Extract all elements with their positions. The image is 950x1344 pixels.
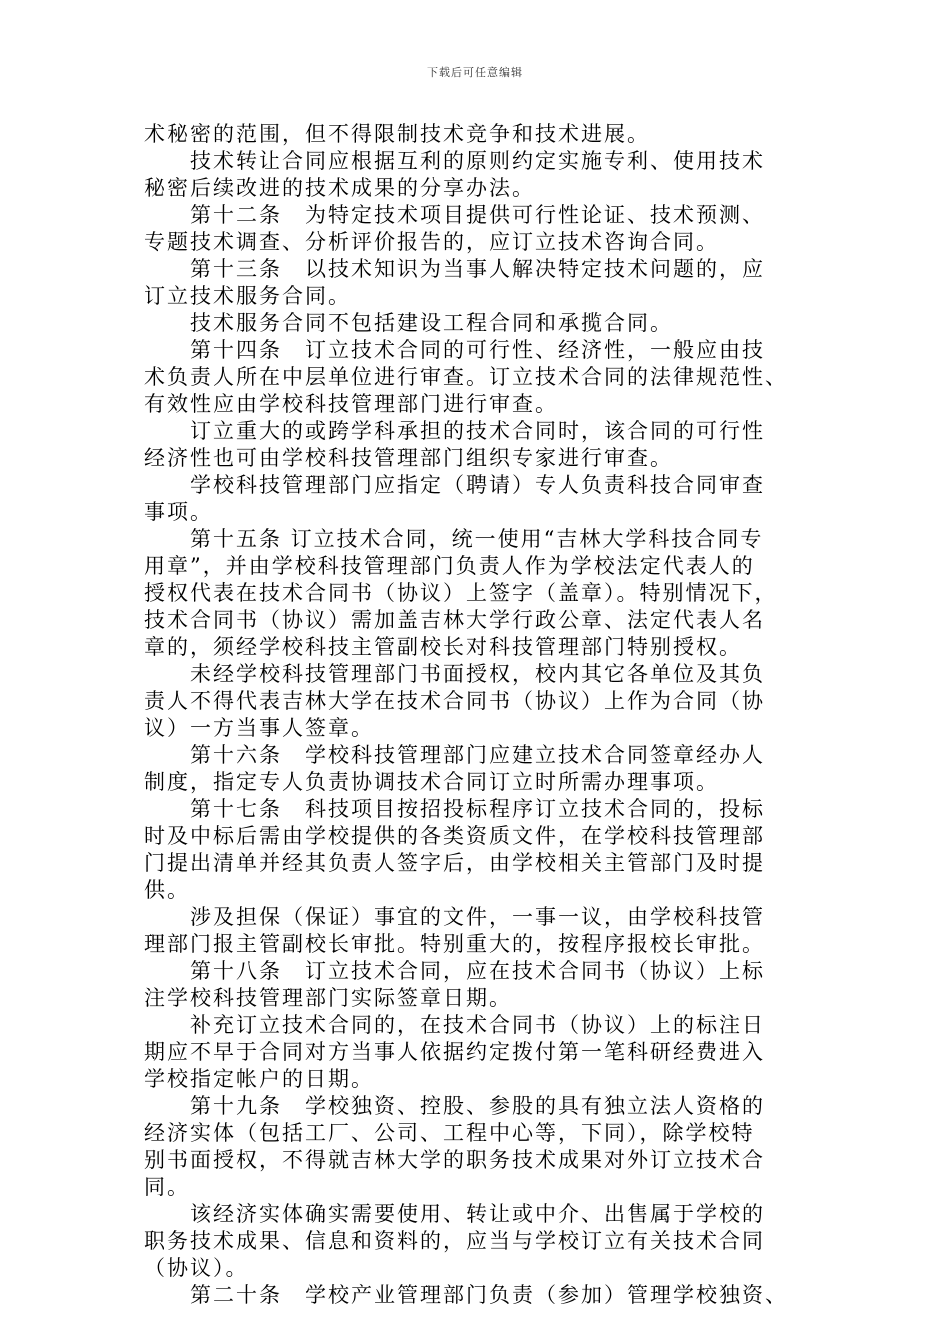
- text-line: 第十二条 为特定技术项目提供可行性论证、技术预测、: [190, 203, 765, 227]
- text-line: 第二十条 学校产业管理部门负责（参加）管理学校独资、: [190, 1283, 788, 1307]
- text-line: 第十四条 订立技术合同的可行性、经济性，一般应由技: [190, 338, 765, 362]
- page-header: 下载后可任意编辑: [427, 66, 523, 79]
- text-line: 章的，须经学校科技主管副校长对科技管理部门特别授权。: [144, 635, 742, 659]
- text-line: 专题技术调查、分析评价报告的，应订立技术咨询合同。: [144, 230, 719, 254]
- text-line: （协议）。: [144, 1256, 249, 1280]
- text-line: 注学校科技管理部门实际签章日期。: [144, 986, 512, 1010]
- text-line: 第十七条 科技项目按招投标程序订立技术合同的，投标: [190, 797, 765, 821]
- text-line: 理部门报主管副校长审批。特别重大的，按程序报校长审批。: [144, 932, 765, 956]
- text-line: 供。: [144, 878, 190, 902]
- text-line: 术秘密的范围，但不得限制技术竞争和技术进展。: [144, 122, 650, 146]
- text-line: 时及中标后需由学校提供的各类资质文件，在学校科技管理部: [144, 824, 765, 848]
- text-line: 职务技术成果、信息和资料的，应当与学校订立有关技术合同: [144, 1229, 765, 1253]
- text-line: 议）一方当事人签章。: [144, 716, 374, 740]
- text-line: 用章”，并由学校科技管理部门负责人作为学校法定代表人的: [144, 554, 755, 578]
- text-line: 第十九条 学校独资、控股、参股的具有独立法人资格的: [190, 1094, 765, 1118]
- text-line: 秘密后续改进的技术成果的分享办法。: [144, 176, 535, 200]
- text-line: 术负责人所在中层单位进行审查。订立技术合同的法律规范性、: [144, 365, 788, 389]
- text-line: 同。: [144, 1175, 190, 1199]
- text-line: 制度，指定专人负责协调技术合同订立时所需办理事项。: [144, 770, 719, 794]
- text-line: 责人不得代表吉林大学在技术合同书（协议）上作为合同（协: [144, 689, 765, 713]
- text-line: 第十八条 订立技术合同，应在技术合同书（协议）上标: [190, 959, 765, 983]
- text-line: 第十六条 学校科技管理部门应建立技术合同签章经办人: [190, 743, 765, 767]
- text-line: 门提出清单并经其负责人签字后，由学校相关主管部门及时提: [144, 851, 765, 875]
- document-body: [0, 121, 950, 1344]
- text-line: 技术合同书（协议）需加盖吉林大学行政公章、法定代表人名: [144, 608, 765, 632]
- text-line: 经济实体（包括工厂、公司、工程中心等，下同），除学校特: [144, 1121, 755, 1145]
- text-line: 授权代表在技术合同书（协议）上签字（盖章）。特别情况下，: [144, 581, 778, 605]
- text-line: 事项。: [144, 500, 213, 524]
- text-line: 有效性应由学校科技管理部门进行审查。: [144, 392, 558, 416]
- text-line: 别书面授权，不得就吉林大学的职务技术成果对外订立技术合: [144, 1148, 765, 1172]
- text-line: 订立技术服务合同。: [144, 284, 351, 308]
- text-line: 技术服务合同不包括建设工程合同和承揽合同。: [190, 311, 673, 335]
- text-line: 学校指定帐户的日期。: [144, 1067, 374, 1091]
- text-line: 期应不早于合同对方当事人依据约定拨付第一笔科研经费进入: [144, 1040, 765, 1064]
- text-line: 第十三条 以技术知识为当事人解决特定技术问题的，应: [190, 257, 765, 281]
- text-line: 未经学校科技管理部门书面授权，校内其它各单位及其负: [190, 662, 765, 686]
- text-line: 学校科技管理部门应指定（聘请）专人负责科技合同审查: [190, 473, 765, 497]
- text-line: 第十五条 订立技术合同，统一使用“吉林大学科技合同专: [190, 527, 764, 551]
- text-line: 该经济实体确实需要使用、转让或中介、出售属于学校的: [190, 1202, 765, 1226]
- text-line: 补充订立技术合同的，在技术合同书（协议）上的标注日: [190, 1013, 765, 1037]
- text-line: 订立重大的或跨学科承担的技术合同时，该合同的可行性: [190, 419, 765, 443]
- text-line: 技术转让合同应根据互利的原则约定实施专利、使用技术: [190, 149, 765, 173]
- text-line: 经济性也可由学校科技管理部门组织专家进行审查。: [144, 446, 673, 470]
- text-line: 涉及担保（保证）事宜的文件，一事一议，由学校科技管: [190, 905, 765, 929]
